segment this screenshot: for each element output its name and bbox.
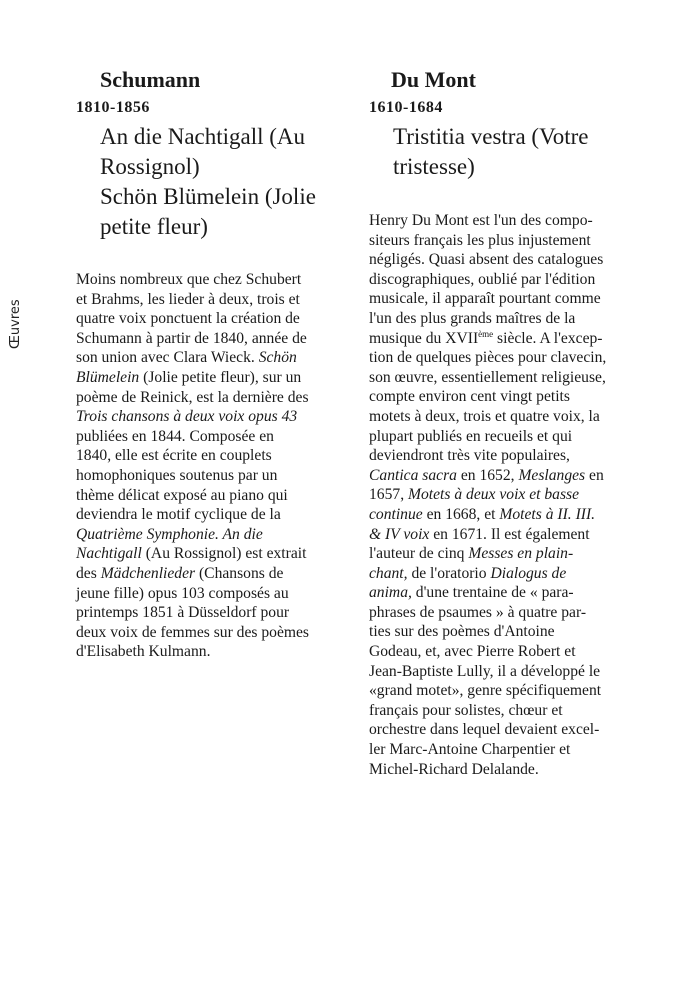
text-run: orchestre dans lequel devaient excel- [369, 721, 600, 739]
text-run: discographiques, oublié par l'édition [369, 270, 596, 288]
text-run: 1657, [369, 486, 408, 504]
text-run: l'un des plus grands maîtres de la [369, 309, 576, 327]
section-side-label: Œuvres [8, 299, 23, 349]
text-line [76, 329, 352, 349]
text-run: musique du XVII [369, 329, 479, 347]
text-run: siteurs français les plus injustement [369, 231, 591, 249]
text-run: motets à deux, trois et quatre voix, la [369, 407, 600, 425]
text-run: Dialogus de [490, 564, 567, 582]
text-run: français pour solistes, chœur et [369, 701, 563, 719]
text-run: ler Marc-Antoine Charpentier et [369, 741, 571, 759]
text-run: Messes en plain- [468, 545, 574, 563]
text-line [369, 387, 645, 407]
text-run: «grand motet», genre spécifiquement [369, 682, 602, 700]
text-run: Mädchenlieder [100, 564, 196, 582]
text-run: continue [369, 505, 423, 523]
text-run: Quatrième Symphonie. An die [76, 525, 263, 543]
work-title-line: petite fleur) [100, 214, 208, 239]
text-run: printemps 1851 à Düsseldorf pour [76, 604, 290, 622]
text-line [76, 427, 352, 447]
text-line [369, 329, 645, 349]
text-line [76, 368, 352, 388]
text-line [369, 309, 645, 329]
composer-dates: 1810-1856 [76, 99, 150, 116]
text-line [369, 270, 645, 290]
text-line [369, 446, 645, 466]
text-run: 1840, elle est écrite en couplets [76, 447, 272, 465]
text-line [76, 466, 352, 486]
text-run: Henry Du Mont est l'un des compo- [369, 212, 593, 229]
text-line [369, 622, 645, 642]
text-line [369, 368, 645, 388]
text-line [369, 720, 645, 740]
text-run: homophoniques soutenus par un [76, 466, 278, 484]
text-run: Blümelein [76, 368, 140, 386]
text-line [369, 485, 645, 505]
text-line [76, 564, 352, 584]
text-line [369, 760, 645, 780]
text-line [369, 662, 645, 682]
composer-name: Du Mont [391, 67, 476, 92]
text-line [76, 407, 352, 427]
text-run: thème délicat exposé au piano qui [76, 486, 288, 504]
schumann-description [76, 270, 352, 662]
text-run: Jean-Baptiste Lully, il a développé le [369, 662, 601, 680]
text-run: d'une trentaine de « para- [411, 584, 574, 602]
text-run: Godeau, et, avec Pierre Robert et [369, 643, 576, 661]
text-run: en 1671. Il est également [429, 525, 590, 543]
text-run: anima, [369, 584, 412, 602]
text-line [369, 740, 645, 760]
text-run: Meslanges [518, 466, 586, 484]
text-run: Schön [258, 349, 297, 367]
text-line [369, 211, 645, 231]
text-run: d'Elisabeth Kulmann. [76, 643, 211, 661]
text-run: quatre voix ponctuent la création de [76, 310, 300, 328]
text-run: (Au Rossignol) est extrait [141, 545, 307, 563]
text-run: Nachtigall [76, 545, 142, 563]
text-line [369, 407, 645, 427]
text-line [76, 290, 352, 310]
text-line [369, 466, 645, 486]
text-run: l'auteur de cinq [369, 545, 469, 563]
text-run: (Jolie petite fleur), sur un [139, 368, 302, 386]
text-run: & IV voix [369, 525, 430, 543]
text-run: de l'oratorio [407, 564, 491, 582]
text-line [76, 446, 352, 466]
text-run: tion de quelques pièces pour clavecin, [369, 349, 607, 367]
text-run: siècle. A l'excep- [493, 329, 603, 347]
text-line [369, 505, 645, 525]
text-line [369, 289, 645, 309]
work-title-line: Schön Blümelein (Jolie [100, 184, 316, 209]
text-run: (Chansons de [195, 564, 284, 582]
text-run: jeune fille) opus 103 composés au [76, 584, 289, 602]
text-run: ties sur des poèmes d'Antoine [369, 623, 555, 641]
text-line [369, 603, 645, 623]
work-title-line: tristesse) [393, 154, 475, 179]
text-run: Motets à deux voix et basse [407, 486, 580, 504]
text-line [369, 231, 645, 251]
text-run: poème de Reinick, est la dernière des [76, 388, 309, 406]
text-line [76, 486, 352, 506]
text-line [76, 603, 352, 623]
text-run: compte environ cent vingt petits [369, 388, 570, 406]
text-line [76, 505, 352, 525]
work-titles [76, 122, 350, 242]
text-line [369, 642, 645, 662]
text-line [369, 564, 645, 584]
text-run: négligés. Quasi absent des catalogues [369, 251, 604, 269]
text-run: des [76, 564, 101, 582]
text-line [76, 623, 352, 643]
text-run: deux voix de femmes sur des poèmes [76, 623, 309, 641]
text-run: Motets à II. III. [499, 505, 596, 523]
text-run: en 1668, et [422, 505, 500, 523]
text-line [369, 525, 645, 545]
work-title-line: Rossignol) [100, 154, 200, 179]
text-run: Trois chansons à deux voix opus 43 [76, 408, 298, 426]
text-run: Schumann à partir de 1840, année de [76, 329, 307, 347]
text-run: son œuvre, essentiellement religieuse, [369, 368, 606, 386]
text-run: deviendra le motif cyclique de la [76, 506, 281, 524]
text-run: son union avec Clara Wieck. [76, 349, 259, 367]
text-line [76, 544, 352, 564]
composer-dates: 1610-1684 [369, 99, 443, 116]
text-run: musicale, il apparaît pourtant comme [369, 290, 601, 308]
text-line [369, 701, 645, 721]
text-line [76, 348, 352, 368]
text-run: Moins nombreux que chez Schubert [76, 271, 302, 288]
text-line [369, 250, 645, 270]
text-line [76, 388, 352, 408]
text-run: et Brahms, les lieder à deux, trois et [76, 290, 300, 308]
work-title-line: Tristitia vestra (Votre [393, 124, 589, 149]
text-line [369, 544, 645, 564]
text-run: deviendront très vite populaires, [369, 447, 570, 465]
dumont-description [369, 211, 645, 779]
text-line [369, 427, 645, 447]
text-line [76, 642, 352, 662]
text-run: phrases de psaumes » à quatre par- [369, 603, 587, 621]
text-line [369, 348, 645, 368]
text-line [76, 584, 352, 604]
schumann-column [76, 66, 352, 662]
text-run: en 1652, [456, 466, 519, 484]
text-line [76, 309, 352, 329]
text-run: publiées en 1844. Composée en [76, 427, 274, 445]
text-run: chant, [369, 564, 408, 582]
text-line [369, 681, 645, 701]
work-titles [369, 122, 645, 182]
text-run: Cantica sacra [369, 466, 457, 484]
dumont-column [369, 66, 645, 779]
superscript-run: ème [478, 328, 494, 339]
text-line [76, 525, 352, 545]
text-run: Michel-Richard Delalande. [369, 760, 539, 778]
text-run: plupart publiés en recueils et qui [369, 427, 573, 445]
work-title-line: An die Nachtigall (Au [100, 124, 306, 149]
text-line [76, 270, 352, 290]
text-run: en [585, 466, 604, 484]
composer-name: Schumann [100, 67, 201, 92]
text-line [369, 583, 645, 603]
